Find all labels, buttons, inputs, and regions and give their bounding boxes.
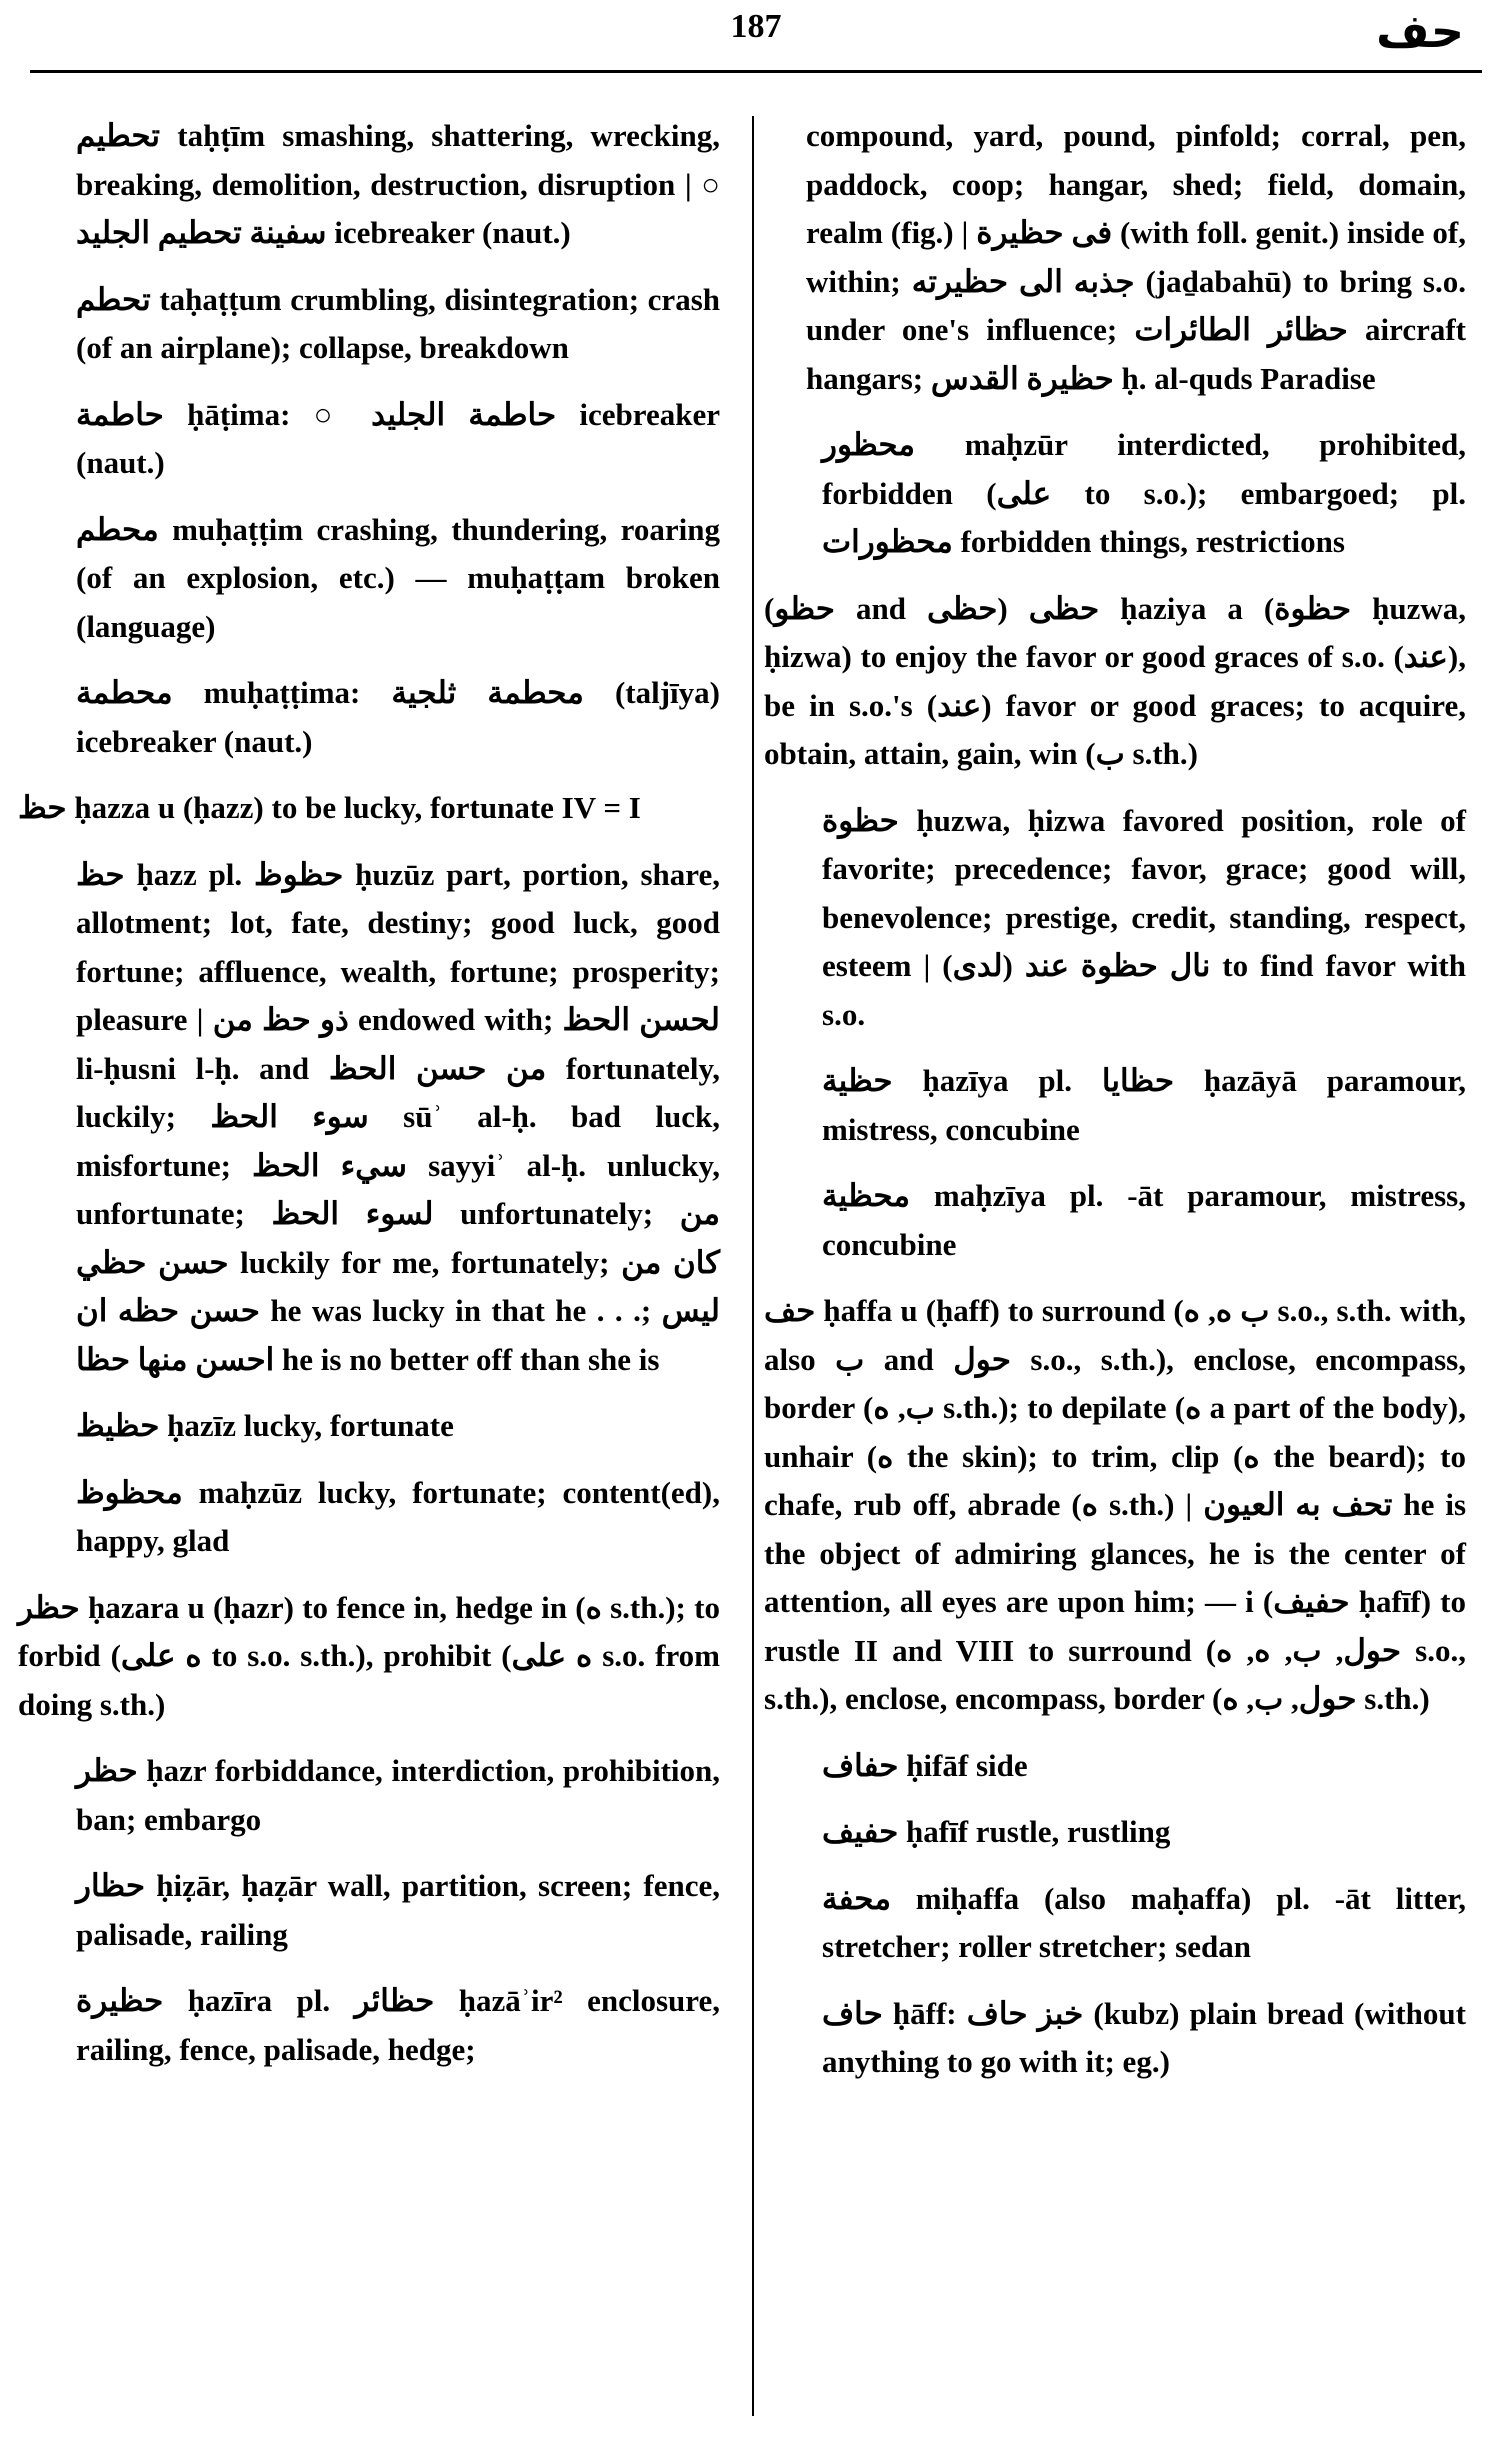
dictionary-entry: محظوظ maḥzūz lucky, fortunate; content(ed), happy, glad bbox=[76, 1474, 720, 1558]
dictionary-entry: محظور maḥzūr interdicted, prohibited, forbidden (على to s.o.); embargoed; pl. محظورات forbidden things, restrictions bbox=[822, 427, 1466, 559]
dictionary-entry: حظار ḥiẓār, ḥaẓār wall, partition, screen; fence, palisade, railing bbox=[76, 1868, 720, 1952]
dictionary-entry: حظية ḥazīya pl. حظايا ḥazāyā paramour, mistress, concubine bbox=[822, 1063, 1466, 1147]
page-number: 187 bbox=[730, 8, 782, 45]
running-head: حف bbox=[1376, 4, 1464, 58]
dictionary-entry: حظ ḥazz pl. حظوظ ḥuzūz part, portion, share, allotment; lot, fate, destiny; good luck, good fortune; affluence, wealth, fortune; prosperity; pleasure | ذو حظ من endowed with; لحسن الحظ li-ḥusni l-ḥ. and من حسن الحظ fortunately, luckily; سوء الحظ sūʾ al-ḥ. bad luck, misfortune; سيء الحظ sayyiʾ al-ḥ. unlucky, unfortunate; لسوء الحظ unfortunately; من حسن حظي luckily for me, fortunately; كان من حسن حظه ان he was lucky in that he . . .; ليس احسن منها حظا he is no better off than she is bbox=[76, 856, 721, 1377]
dictionary-entry: حفاف ḥifāf side bbox=[822, 1747, 1028, 1783]
dictionary-entry: تحطم taḥaṭṭum crumbling, disintegration; crash (of an airplane); collapse, breakdown bbox=[76, 281, 720, 365]
header-rule bbox=[30, 70, 1482, 73]
dictionary-entry: حاطمة ḥāṭima: ○ حاطمة الجليد icebreaker (naut.) bbox=[76, 396, 720, 480]
dictionary-entry: محطمة muḥaṭṭima: محطمة ثلجية (taljīya) icebreaker (naut.) bbox=[76, 675, 720, 759]
root-entry: حف ḥaffa u (ḥaff) to surround (ب ه, ه s.o., s.th. with, also ب and حول s.o., s.th.), enclose, encompass, border (ب, ه s.th.); to depilate (ه a part of the body), unhair (ه the skin); to trim, clip (ه the beard); to chafe, rub off, abrade (ه s.th.) | تحف به العيون he is the object of admiring glances, he is the center of attention, all eyes are upon him; — i (حفيف ḥafīf) to rustle II and VIII to surround (حول, ب, ه, ه s.o., s.th.), enclose, encompass, border (حول, ب, ه s.th.) bbox=[764, 1293, 1467, 1716]
dictionary-entry: حظيرة ḥazīra pl. حظائر ḥazāʾir² enclosure, railing, fence, palisade, hedge; bbox=[76, 1983, 720, 2067]
dictionary-entry: محظية maḥzīya pl. -āt paramour, mistress, concubine bbox=[822, 1178, 1466, 1262]
root-entry: حظر ḥazara u (ḥazr) to fence in, hedge in (ه s.th.); to forbid (ه على to s.o. s.th.), prohibit (ه على s.o. from doing s.th.) bbox=[18, 1589, 721, 1722]
dictionary-entry: محطم muḥaṭṭim crashing, thundering, roaring (of an explosion, etc.) — muḥaṭṭam broken (language) bbox=[76, 511, 720, 644]
dictionary-entry: حظر ḥazr forbiddance, interdiction, prohibition, ban; embargo bbox=[76, 1753, 720, 1837]
right-column bbox=[764, 112, 1467, 2105]
dictionary-entry: حظيظ ḥazīz lucky, fortunate bbox=[76, 1408, 454, 1443]
dictionary-entry: حفيف ḥafīf rustle, rustling bbox=[822, 1814, 1171, 1849]
dictionary-entry: تحطيم taḥṭīm smashing, shattering, wrecking, breaking, demolition, destruction, disruption | ○ سفينة تحطيم الجليد icebreaker (naut.) bbox=[76, 118, 720, 250]
root-entry: (حظو and حظى) حظى ḥaziya a (حظوة ḥuzwa, ḥizwa) to enjoy the favor or good graces of s.o. (عند), be in s.o.'s (عند) favor or good graces; to acquire, obtain, attain, gain, win (ب s.th.) bbox=[764, 590, 1467, 771]
left-column bbox=[18, 112, 721, 2092]
column-divider bbox=[752, 116, 754, 2416]
root-entry: حظ ḥazza u (ḥazz) to be lucky, fortunate IV = I bbox=[18, 790, 641, 825]
dictionary-entry: حظوة ḥuzwa, ḥizwa favored position, role of favorite; precedence; favor, grace; good will, benevolence; prestige, credit, standing, respect, esteem | نال حظوة عند (لدى) to find favor with s.o. bbox=[822, 802, 1466, 1032]
dictionary-entry: حاف ḥāff: خبز حاف (kubz) plain bread (without anything to go with it; eg.) bbox=[822, 1995, 1466, 2079]
entry-continuation: compound, yard, pound, pinfold; corral, pen, paddock, coop; hangar, shed; field, domain, realm (fig.) | فى حظيرة (with foll. genit.) inside of, within; جذبه الى حظيرته (jaḏabahū) to bring s.o. under one's influence; حظائر الطائرات aircraft hangars; حظيرة القدس ḥ. al-quds Paradise bbox=[806, 118, 1466, 396]
dictionary-entry: محفة miḥaffa (also maḥaffa) pl. -āt litter, stretcher; roller stretcher; sedan bbox=[822, 1880, 1466, 1964]
